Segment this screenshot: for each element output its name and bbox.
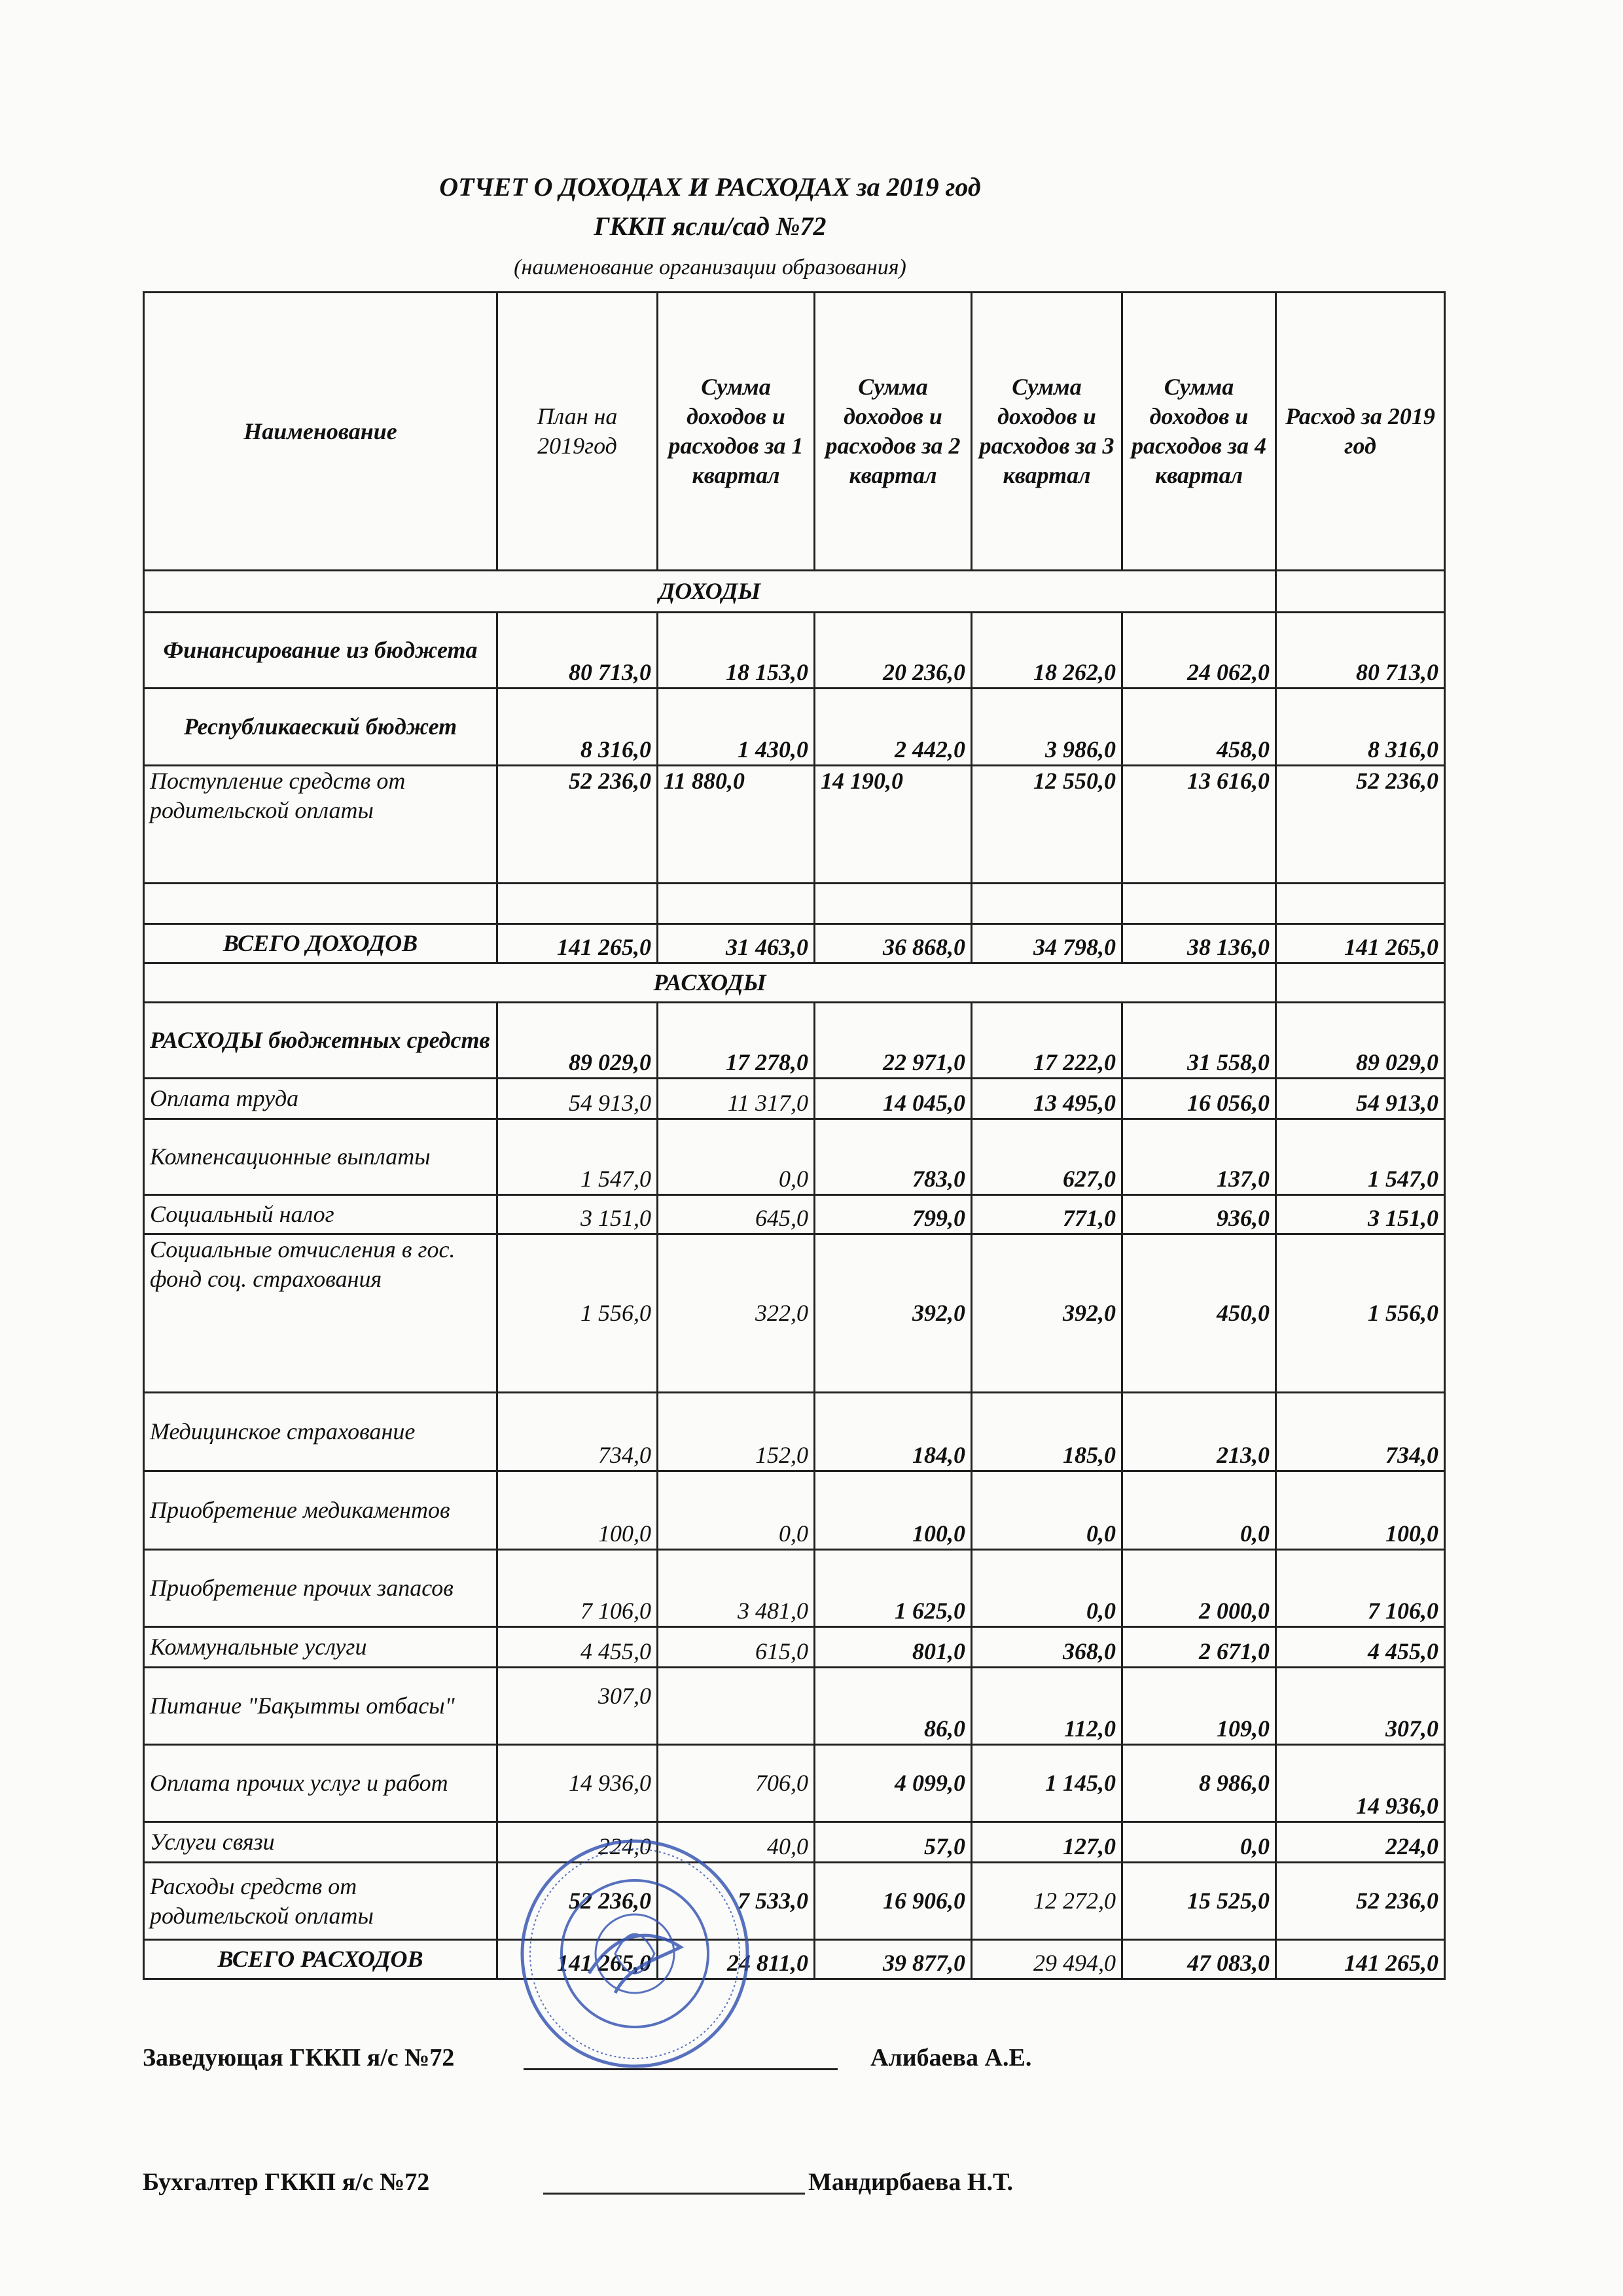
cell: 141 265,0: [497, 924, 658, 963]
row-name: Социальный налог: [144, 1195, 497, 1234]
row-name: Оплата прочих услуг и работ: [144, 1745, 497, 1822]
cell: 13 616,0: [1122, 766, 1276, 884]
table-row: [144, 1234, 1445, 1393]
cell: 141 265,0: [1276, 924, 1445, 963]
table-row: [144, 1079, 1445, 1119]
row-name: Приобретение медикаментов: [144, 1471, 497, 1550]
cell: 112,0: [972, 1668, 1122, 1745]
column-header: Наименование: [144, 293, 497, 571]
cell: 52 236,0: [497, 766, 658, 884]
organization-caption: (наименование организации образования): [514, 255, 906, 279]
cell: 24 062,0: [1122, 613, 1276, 689]
cell: 458,0: [1122, 689, 1276, 766]
cell: 47 083,0: [1122, 1940, 1276, 1979]
income-section-title: ДОХОДЫ: [144, 571, 1276, 613]
row-name: Приобретение прочих запасов: [144, 1550, 497, 1627]
table-row: [144, 766, 1445, 884]
total-row: [144, 924, 1445, 963]
cell: 213,0: [1122, 1393, 1276, 1471]
cell: 185,0: [972, 1393, 1122, 1471]
cell: 52 236,0: [1276, 766, 1445, 884]
cell: 7 106,0: [1276, 1550, 1445, 1627]
section-row: [144, 571, 1445, 613]
cell: 57,0: [815, 1822, 972, 1863]
cell: 3 151,0: [1276, 1195, 1445, 1234]
column-header: Сумма доходов и расходов за 4 квартал: [1122, 293, 1276, 571]
table-row: [144, 1003, 1445, 1079]
row-name: ВСЕГО ДОХОДОВ: [144, 924, 497, 963]
row-name: Коммунальные услуги: [144, 1627, 497, 1668]
table-row: [144, 1822, 1445, 1863]
column-header: Расход за 2019 год: [1276, 293, 1445, 571]
cell: 0,0: [658, 1119, 815, 1195]
cell: 1 556,0: [497, 1234, 658, 1393]
cell: 52 236,0: [1276, 1863, 1445, 1940]
cell: 40,0: [658, 1822, 815, 1863]
cell: 36 868,0: [815, 924, 972, 963]
section-row: [144, 963, 1445, 1003]
row-name: Питание "Бақытты отбасы": [144, 1668, 497, 1745]
cell: 14 936,0: [497, 1745, 658, 1822]
cell: 224,0: [1276, 1822, 1445, 1863]
cell: 322,0: [658, 1234, 815, 1393]
cell: 1 547,0: [1276, 1119, 1445, 1195]
head-title: Заведующая ГККП я/с №72: [143, 2044, 455, 2072]
cell: 4 455,0: [497, 1627, 658, 1668]
cell: 2 000,0: [1122, 1550, 1276, 1627]
cell: 18 153,0: [658, 613, 815, 689]
column-header: Сумма доходов и расходов за 2 квартал: [815, 293, 972, 571]
cell: 24 811,0: [658, 1940, 815, 1979]
row-name: Услуги связи: [144, 1822, 497, 1863]
cell: 3 151,0: [497, 1195, 658, 1234]
table-row: [144, 1745, 1445, 1822]
cell: 14 045,0: [815, 1079, 972, 1119]
cell: 0,0: [972, 1471, 1122, 1550]
table-row: [144, 1668, 1445, 1745]
cell: 392,0: [815, 1234, 972, 1393]
cell: 18 262,0: [972, 613, 1122, 689]
row-name: Республикаеский бюджет: [144, 689, 497, 766]
cell: 8 986,0: [1122, 1745, 1276, 1822]
table-row: [144, 1195, 1445, 1234]
report-table: [143, 291, 1446, 1980]
cell: 2 442,0: [815, 689, 972, 766]
cell: 80 713,0: [497, 613, 658, 689]
cell: 31 558,0: [1122, 1003, 1276, 1079]
cell: 450,0: [1122, 1234, 1276, 1393]
cell: 2 671,0: [1122, 1627, 1276, 1668]
cell: 184,0: [815, 1393, 972, 1471]
official-seal-icon: [517, 1836, 753, 2072]
cell: 86,0: [815, 1668, 972, 1745]
cell: 54 913,0: [1276, 1079, 1445, 1119]
table-row: [144, 1119, 1445, 1195]
row-name: Медицинское страхование: [144, 1393, 497, 1471]
cell: 1 547,0: [497, 1119, 658, 1195]
cell: 13 495,0: [972, 1079, 1122, 1119]
cell: 799,0: [815, 1195, 972, 1234]
cell: 11 880,0: [658, 766, 815, 884]
cell: 17 222,0: [972, 1003, 1122, 1079]
cell: 31 463,0: [658, 924, 815, 963]
row-name: Поступление средств от родительской оплаты: [144, 766, 497, 884]
cell: 54 913,0: [497, 1079, 658, 1119]
row-name: Компенсационные выплаты: [144, 1119, 497, 1195]
organization-name: ГККП ясли/сад №72: [594, 211, 827, 241]
cell: 0,0: [658, 1471, 815, 1550]
cell: 7 533,0: [658, 1863, 815, 1940]
cell: 307,0: [497, 1668, 658, 1745]
table-row: [144, 1393, 1445, 1471]
total-row: [144, 1940, 1445, 1979]
cell: 936,0: [1122, 1195, 1276, 1234]
cell: 1 625,0: [815, 1550, 972, 1627]
cell: 141 265,0: [1276, 1940, 1445, 1979]
report-title: ОТЧЕТ О ДОХОДАХ И РАСХОДАХ за 2019 год: [439, 172, 981, 202]
cell: 7 106,0: [497, 1550, 658, 1627]
cell: 645,0: [658, 1195, 815, 1234]
cell: [658, 1668, 815, 1745]
cell: 706,0: [658, 1745, 815, 1822]
cell: 783,0: [815, 1119, 972, 1195]
cell: 771,0: [972, 1195, 1122, 1234]
cell: 0,0: [1122, 1822, 1276, 1863]
empty-row: [144, 884, 1445, 924]
cell: 307,0: [1276, 1668, 1445, 1745]
cell: 80 713,0: [1276, 613, 1445, 689]
row-name: РАСХОДЫ бюджетных средств: [144, 1003, 497, 1079]
expense-section-title: РАСХОДЫ: [144, 963, 1276, 1003]
cell: 29 494,0: [972, 1940, 1122, 1979]
cell: 34 798,0: [972, 924, 1122, 963]
cell: 89 029,0: [1276, 1003, 1445, 1079]
cell: 0,0: [972, 1550, 1122, 1627]
cell: 3 986,0: [972, 689, 1122, 766]
cell: 39 877,0: [815, 1940, 972, 1979]
table-row: [144, 1627, 1445, 1668]
column-header: План на 2019год: [497, 293, 658, 571]
column-header: Сумма доходов и расходов за 3 квартал: [972, 293, 1122, 571]
cell: 615,0: [658, 1627, 815, 1668]
cell: 100,0: [497, 1471, 658, 1550]
cell: 4 099,0: [815, 1745, 972, 1822]
column-header: Сумма доходов и расходов за 1 квартал: [658, 293, 815, 571]
table-header-row: [144, 293, 1445, 571]
cell: 20 236,0: [815, 613, 972, 689]
cell: 89 029,0: [497, 1003, 658, 1079]
row-name: Оплата труда: [144, 1079, 497, 1119]
cell: 22 971,0: [815, 1003, 972, 1079]
cell: 52 236,0: [497, 1863, 658, 1940]
cell: 137,0: [1122, 1119, 1276, 1195]
cell: 392,0: [972, 1234, 1122, 1393]
cell: 1 145,0: [972, 1745, 1122, 1822]
cell: 1 430,0: [658, 689, 815, 766]
head-name: Алибаева А.Е.: [870, 2044, 1032, 2072]
cell: 3 481,0: [658, 1550, 815, 1627]
cell: 109,0: [1122, 1668, 1276, 1745]
accountant-title: Бухгалтер ГККП я/с №72: [143, 2168, 430, 2196]
accountant-signature-line: [543, 2193, 805, 2195]
cell: 8 316,0: [497, 689, 658, 766]
cell: 0,0: [1122, 1471, 1276, 1550]
row-name: Расходы средств от родительской оплаты: [144, 1863, 497, 1940]
cell: 627,0: [972, 1119, 1122, 1195]
cell: 127,0: [972, 1822, 1122, 1863]
cell: 734,0: [1276, 1393, 1445, 1471]
cell: 141 265,0: [497, 1940, 658, 1979]
cell: 734,0: [497, 1393, 658, 1471]
cell: 801,0: [815, 1627, 972, 1668]
cell: 14 190,0: [815, 766, 972, 884]
cell: 1 556,0: [1276, 1234, 1445, 1393]
row-name: Финансирование из бюджета: [144, 613, 497, 689]
cell: 100,0: [1276, 1471, 1445, 1550]
row-name: ВСЕГО РАСХОДОВ: [144, 1940, 497, 1979]
cell: 4 455,0: [1276, 1627, 1445, 1668]
cell: 152,0: [658, 1393, 815, 1471]
row-name: Социальные отчисления в гос. фонд соц. страхования: [144, 1234, 497, 1393]
cell: 11 317,0: [658, 1079, 815, 1119]
cell: 8 316,0: [1276, 689, 1445, 766]
accountant-name: Мандирбаева Н.Т.: [808, 2168, 1013, 2196]
table-row: [144, 689, 1445, 766]
cell: 14 936,0: [1276, 1745, 1445, 1822]
cell: 15 525,0: [1122, 1863, 1276, 1940]
cell: 100,0: [815, 1471, 972, 1550]
cell: 368,0: [972, 1627, 1122, 1668]
table-row: [144, 1863, 1445, 1940]
cell: 12 272,0: [972, 1863, 1122, 1940]
table-row: [144, 613, 1445, 689]
cell: 38 136,0: [1122, 924, 1276, 963]
table-row: [144, 1550, 1445, 1627]
cell: 12 550,0: [972, 766, 1122, 884]
cell: 16 906,0: [815, 1863, 972, 1940]
table-row: [144, 1471, 1445, 1550]
cell: 17 278,0: [658, 1003, 815, 1079]
cell: 16 056,0: [1122, 1079, 1276, 1119]
cell: 224,0: [497, 1822, 658, 1863]
